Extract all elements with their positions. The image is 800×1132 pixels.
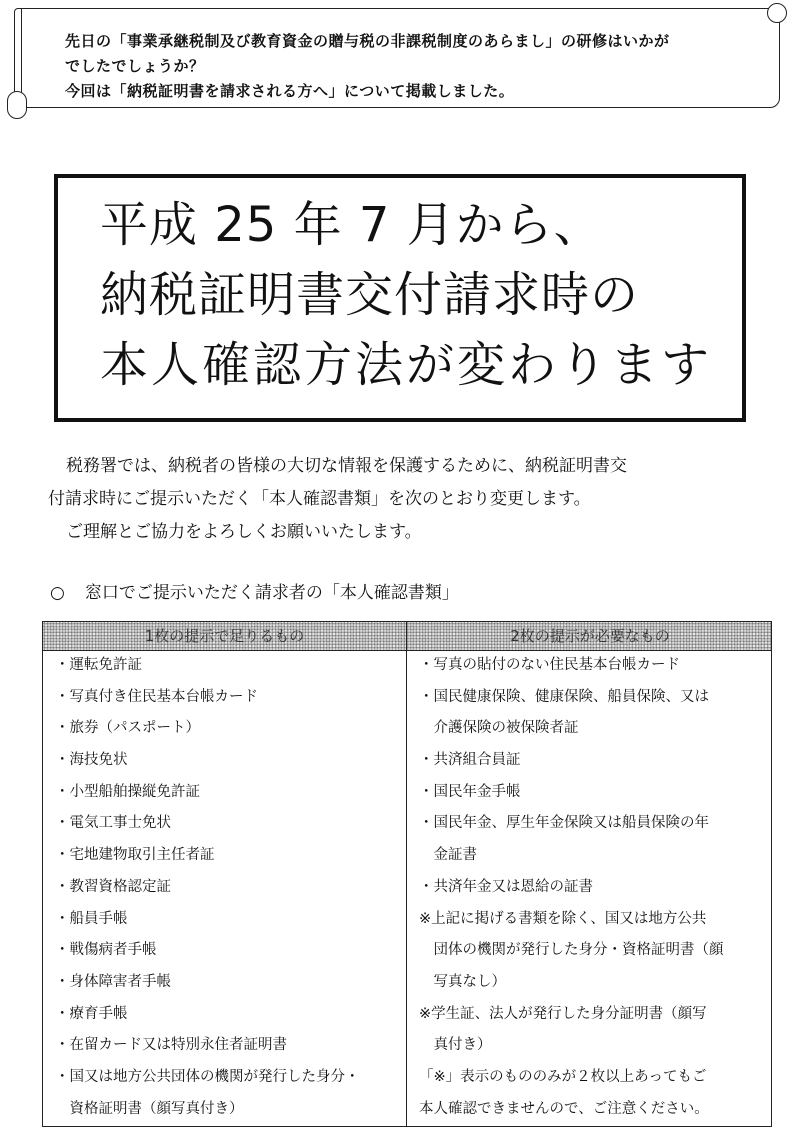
list-item: ・海技免状 xyxy=(55,752,128,769)
list-item: ・写真の貼付のない住民基本台帳カード xyxy=(419,657,680,673)
header-two-documents: 2枚の提示が必要なもの xyxy=(510,627,670,645)
intro-line-2: 付請求時にご提示いただく「本人確認書類」を次のとおり変更します。 xyxy=(48,489,591,509)
list-item: ・身体障害者手帳 xyxy=(55,973,171,990)
scroll-curl-left xyxy=(7,91,27,119)
list-item: ・戦傷病者手帳 xyxy=(55,942,157,959)
list-item: 介護保険の被保険者証 xyxy=(419,720,579,737)
section-title: 窓口でご提示いただく請求者の「本人確認書類」 xyxy=(84,583,459,603)
list-item: ・旅券（パスポート） xyxy=(55,720,200,737)
list-item: ・国民年金、厚生年金保険又は船員保険の年 xyxy=(419,815,709,832)
headline-line-3: 本人確認方法が変わります xyxy=(100,337,713,393)
section-heading xyxy=(50,578,459,603)
list-item: ・在留カード又は特別永住者証明書 xyxy=(55,1037,287,1054)
list-item: ・小型船舶操縦免許証 xyxy=(55,783,200,800)
list-item: ・国民健康保険、健康保険、船員保険、又は xyxy=(419,688,709,705)
announcement-banner xyxy=(14,8,780,108)
banner-line-3: 今回は「納税証明書を請求される方へ」について掲載しました。 xyxy=(65,82,515,100)
list-one-document xyxy=(55,650,400,1125)
headline-line-1: 平成 25 年 7 月から、 xyxy=(100,197,603,253)
list-item: 資格証明書（顔写真付き） xyxy=(55,1100,244,1117)
list-item: ・電気工事士免状 xyxy=(55,815,171,832)
list-item: ※上記に掲げる書類を除く、国又は地方公共 xyxy=(419,910,707,927)
list-item: ・国又は地方公共団体の機関が発行した身分・ xyxy=(55,1068,360,1085)
list-item: ・写真付き住民基本台帳カード xyxy=(55,688,258,705)
list-item: ・共済組合員証 xyxy=(419,752,521,769)
intro-line-1: 税務署では、納税者の皆様の大切な情報を保護するために、納税証明書交 xyxy=(66,456,627,476)
banner-line-1: 先日の「事業承継税制及び教育資金の贈与税の非課税制度のあらまし」の研修はいかが xyxy=(65,32,670,50)
list-item: ※学生証、法人が発行した身分証明書（顔写 xyxy=(419,1005,707,1022)
list-item: ・共済年金又は恩給の証書 xyxy=(419,878,593,895)
table-header xyxy=(43,622,771,651)
intro-paragraph xyxy=(48,450,768,549)
list-item: ・宅地建物取引主任者証 xyxy=(55,847,215,864)
circle-bullet-icon: ○ xyxy=(50,583,65,603)
list-item: 写真なし） xyxy=(419,973,506,990)
list-two-documents xyxy=(419,650,764,1125)
banner-text xyxy=(65,29,765,104)
list-item: ・療育手帳 xyxy=(55,1005,128,1022)
header-one-document: 1枚の提示で足りるもの xyxy=(144,627,305,645)
headline-line-2: 納税証明書交付請求時の xyxy=(100,267,640,323)
list-item: ・国民年金手帳 xyxy=(419,783,521,800)
list-item: 本人確認できませんので、ご注意ください。 xyxy=(419,1100,709,1117)
id-documents-table xyxy=(42,621,772,1127)
banner-line-2: でしたでしょうか？ xyxy=(65,57,205,75)
headline-box xyxy=(54,174,746,422)
list-item: ・船員手帳 xyxy=(55,910,128,927)
column-divider xyxy=(406,622,407,1126)
list-item: 「※」表示のもののみが２枚以上あってもご xyxy=(419,1068,707,1085)
scroll-curl-right xyxy=(767,3,787,23)
list-item: 真付き） xyxy=(419,1037,492,1054)
intro-line-3: ご理解とご協力をよろしくお願いいたします。 xyxy=(66,522,422,542)
list-item: ・教習資格認定証 xyxy=(55,878,171,895)
list-item: 金証書 xyxy=(419,847,477,864)
list-item: 団体の機関が発行した身分・資格証明書（顔 xyxy=(419,942,724,959)
list-item: ・運転免許証 xyxy=(55,657,142,673)
